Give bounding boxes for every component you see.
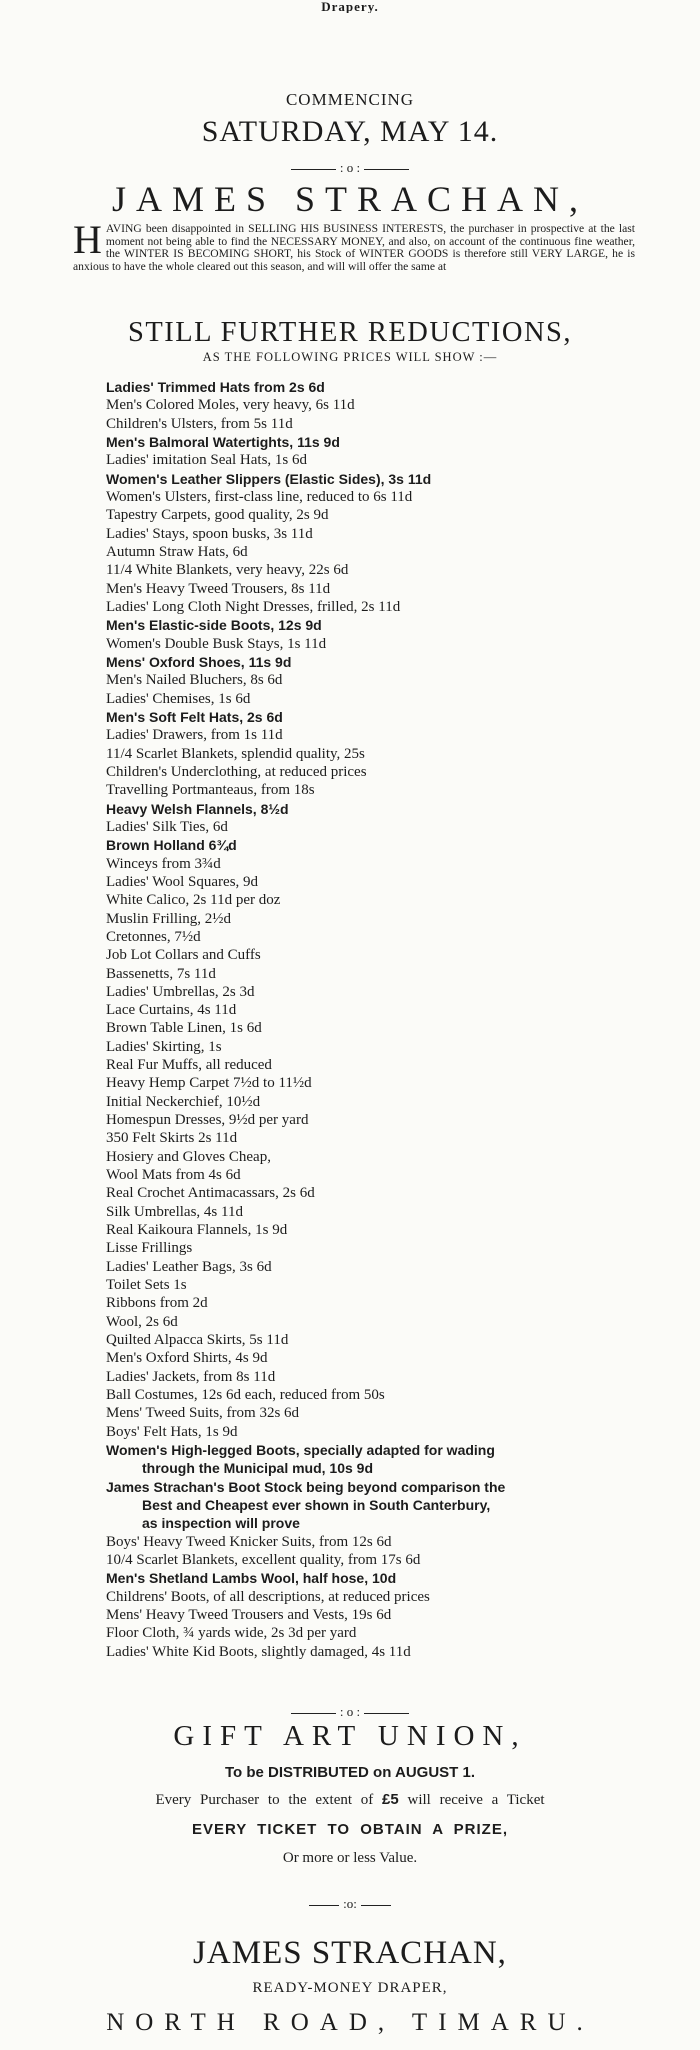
purchaser-terms: Every Purchaser to the extent of £5 will receive a Ticket [155, 1791, 545, 1808]
price-list-item: Men's Elastic-side Boots, 12s 9d [106, 617, 322, 634]
price-list-item: Children's Ulsters, from 5s 11d [106, 415, 293, 432]
section-header: Drapery. [321, 0, 379, 13]
drop-cap: H [73, 217, 102, 262]
price-list-item: 10/4 Scarlet Blankets, excellent quality, from 17s 6d [106, 1552, 421, 1568]
price-list-item: Ladies' Trimmed Hats from 2s 6d [106, 379, 325, 395]
price-list-item: Ladies' Stays, spoon busks, 3s 11d [106, 525, 313, 542]
price-list-item: Children's Underclothing, at reduced prices [106, 763, 367, 780]
purchase-amount: £5 [382, 1791, 399, 1808]
price-list-item: Ladies' Wool Squares, 9d [106, 873, 259, 890]
price-list-item: Bassenetts, 7s 11d [106, 965, 216, 982]
price-list-item: Wool, 2s 6d [106, 1313, 178, 1330]
business-name: JAMES STRACHAN, [111, 179, 589, 219]
price-list-item: Real Crochet Antimacassars, 2s 6d [106, 1185, 315, 1202]
price-list-item: Men's Nailed Bluchers, 8s 6d [106, 672, 283, 689]
price-list-item: Women's Leather Slippers (Elastic Sides), 3s 11d [106, 470, 432, 487]
price-list-item: Homespun Dresses, 9½d per yard [106, 1112, 309, 1129]
separator: : o : [0, 1704, 700, 1720]
price-list-item: 11/4 Scarlet Blankets, splendid quality, 25s [106, 745, 365, 762]
price-list-item: Tapestry Carpets, good quality, 2s 9d [106, 507, 329, 524]
price-list-item: Lisse Frillings [106, 1240, 193, 1257]
intro-paragraph [73, 217, 635, 273]
gift-title: GIFT ART UNION, [173, 1720, 527, 1752]
price-list-item: Silk Umbrellas, 4s 11d [106, 1203, 243, 1220]
price-list-item: Cretonnes, 7½d [106, 928, 201, 945]
price-list [106, 378, 651, 1661]
price-list-item: Ladies' Umbrellas, 2s 3d [106, 983, 255, 1000]
price-list-item: Lace Curtains, 4s 11d [106, 1002, 237, 1019]
price-list-item: Men's Balmoral Watertights, 11s 9d [106, 433, 340, 450]
price-list-item: Ladies' Skirting, 1s [106, 1038, 222, 1055]
commencing-label: COMMENCING [285, 90, 415, 109]
price-list-item: Ladies' Jackets, from 8s 11d [106, 1368, 276, 1385]
price-list-item: Job Lot Collars and Cuffs [106, 947, 261, 964]
price-list-item: Ladies' Chemises, 1s 6d [106, 690, 251, 707]
price-list-item: Brown Holland 6¾d [106, 837, 237, 854]
price-list-item: Muslin Frilling, 2½d [106, 910, 232, 927]
price-list-item: Boys' Heavy Tweed Knicker Suits, from 12s 6d [106, 1533, 392, 1550]
subheadline: AS THE FOLLOWING PRICES WILL SHOW :— [202, 350, 498, 364]
price-list-item: Quilted Alpacca Skirts, 5s 11d [106, 1332, 289, 1349]
price-list-item: Mens' Tweed Suits, from 32s 6d [106, 1405, 300, 1422]
price-list-item: Childrens' Boots, of all descriptions, at reduced prices [106, 1588, 430, 1605]
price-list-item: Mens' Heavy Tweed Trousers and Vests, 19s 6d [106, 1606, 392, 1623]
price-list-item: Best and Cheapest ever shown in South Canterbury, [142, 1497, 491, 1514]
price-list-item: Winceys from 3¾d [106, 855, 221, 872]
price-list-item: Ladies' Leather Bags, 3s 6d [106, 1258, 272, 1275]
price-list-item: 11/4 White Blankets, very heavy, 22s 6d [106, 562, 349, 579]
price-list-item: Ladies' imitation Seal Hats, 1s 6d [106, 452, 308, 469]
price-list-item: Heavy Hemp Carpet 7½d to 11½d [106, 1075, 312, 1092]
separator-small: :o: [0, 1896, 700, 1912]
price-list-item: Ladies' Drawers, from 1s 11d [106, 727, 283, 744]
separator: : o : [0, 160, 700, 176]
price-list-item: Men's Shetland Lambs Wool, half hose, 10d [106, 1570, 397, 1587]
price-list-item: Real Kaikoura Flannels, 1s 9d [106, 1222, 288, 1239]
price-list-item: Men's Oxford Shirts, 4s 9d [106, 1350, 268, 1367]
price-list-item: Brown Table Linen, 1s 6d [106, 1020, 262, 1037]
price-list-item: James Strachan's Boot Stock being beyond comparison the [106, 1478, 506, 1495]
price-list-item: Ladies' Silk Ties, 6d [106, 818, 228, 835]
price-list-item: Autumn Straw Hats, 6d [106, 543, 248, 560]
intro-text: AVING been disappointed in SELLING HIS BUSINESS INTERESTS, the purchaser in prospective at the last moment not being able to find the NECESSARY MONEY, and also, on account of the continuous fine weather, the WINTER IS BECOMING SHORT, his Stock of WINTER GOODS is therefore still VERY LARGE, he is anxious to have the whole cleared out this season, and will will offer the same at [73, 222, 635, 273]
distribution-date: To be DISTRIBUTED on AUGUST 1. [225, 1764, 475, 1781]
price-list-item: Hosiery and Gloves Cheap, [106, 1148, 271, 1165]
price-list-item: 350 Felt Skirts 2s 11d [106, 1130, 238, 1147]
price-list-item: Women's High-legged Boots, specially adapted for wading [106, 1442, 495, 1459]
price-list-item: Ladies' Long Cloth Night Dresses, frilled, 2s 11d [106, 598, 401, 615]
price-list-item: through the Municipal mud, 10s 9d [142, 1460, 374, 1477]
price-list-item: Heavy Welsh Flannels, 8½d [106, 800, 289, 817]
price-list-item: Men's Heavy Tweed Trousers, 8s 11d [106, 580, 331, 597]
price-list-item: Ladies' White Kid Boots, slightly damaged, 4s 11d [106, 1643, 411, 1660]
price-list-item: Mens' Oxford Shoes, 11s 9d [106, 653, 292, 670]
price-list-item: Travelling Portmanteaus, from 18s [106, 782, 315, 799]
price-list-item: Women's Double Busk Stays, 1s 11d [106, 635, 327, 652]
headline: STILL FURTHER REDUCTIONS, [127, 317, 573, 348]
price-list-item: Wool Mats from 4s 6d [106, 1167, 241, 1184]
value-note: Or more or less Value. [282, 1850, 418, 1866]
price-list-item: Boys' Felt Hats, 1s 9d [106, 1423, 238, 1440]
price-list-item: Women's Ulsters, first-class line, reduced to 6s 11d [106, 488, 413, 505]
footer-business-name: JAMES STRACHAN, [193, 1935, 507, 1971]
price-list-item: Initial Neckerchief, 10½d [106, 1093, 261, 1110]
price-list-item: Toilet Sets 1s [106, 1277, 187, 1294]
price-list-item: White Calico, 2s 11d per doz [106, 892, 281, 909]
price-list-item: Men's Colored Moles, very heavy, 6s 11d [106, 397, 355, 414]
price-list-item: Men's Sᴏft Felt Hats, 2s 6d [106, 708, 283, 725]
price-list-item: Ribbons from 2d [106, 1295, 208, 1312]
prize-notice: EVERY TICKET TO OBTAIN A PRIZE, [191, 1821, 509, 1838]
sale-date: SATURDAY, MAY 14. [201, 115, 499, 148]
price-list-item: Floor Cloth, ¾ yards wide, 2s 3d per yard [106, 1625, 357, 1642]
trade-description: READY-MONEY DRAPER, [252, 1980, 448, 1996]
address: NORTH ROAD, TIMARU. [106, 2009, 594, 2036]
price-list-item: Ball Costumes, 12s 6d each, reduced from 50s [106, 1387, 385, 1404]
price-list-item: Real Fur Muffs, all reduced [106, 1057, 272, 1074]
price-list-item: as inspection will prove [142, 1515, 300, 1532]
